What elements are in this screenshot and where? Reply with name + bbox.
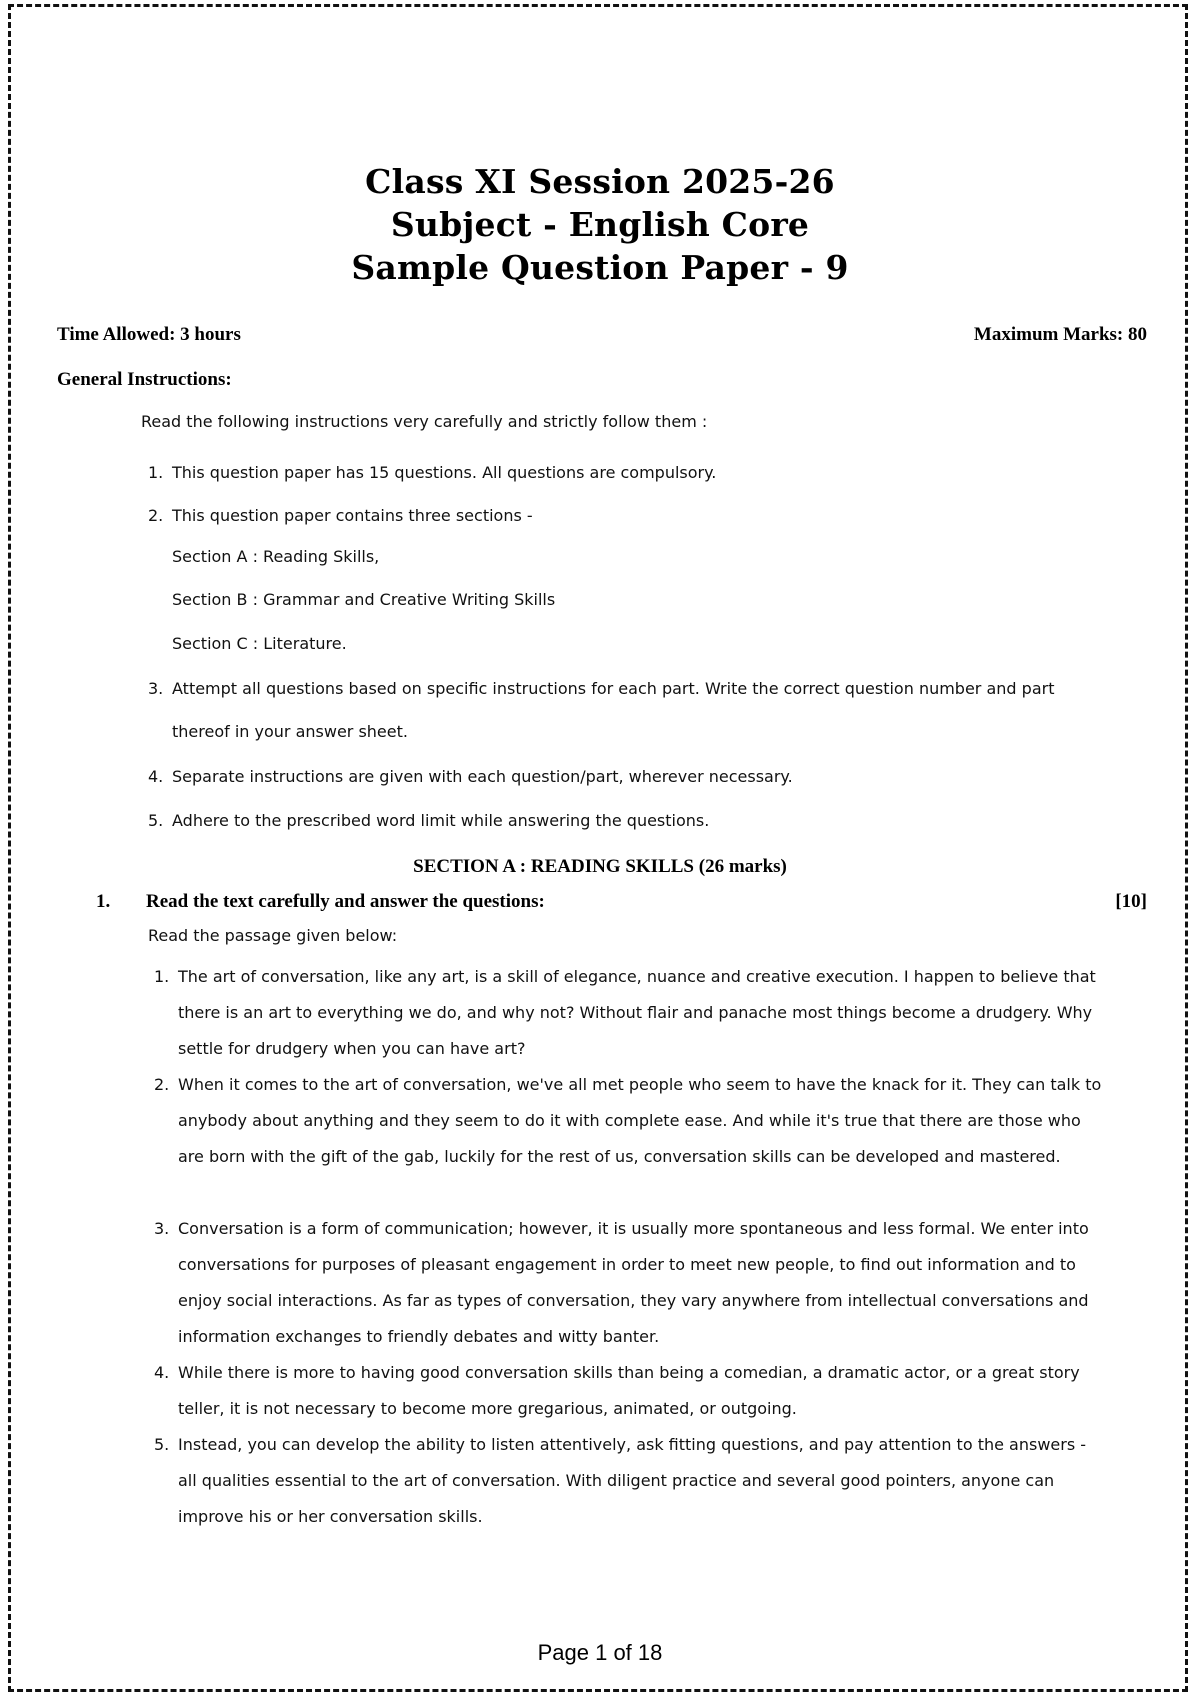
- instruction-item: 1. This question paper has 15 questions. All questions are compulsory.: [148, 463, 717, 482]
- passage-intro: Read the passage given below:: [148, 926, 398, 945]
- page-number: Page 1 of 18: [537, 1640, 663, 1665]
- passage-paragraph: 2. When it comes to the art of conversation, we've all met people who seem to have the knack for it. They can talk to anybody about anything and they seem to do it with complete ease. And while it's true that there are those who are born with the gift of the gab, luckily for the rest of us, conversation skills can be developed and mastered.: [154, 1075, 1102, 1166]
- instruction-item: 3. Attempt all questions based on specific instructions for each part. Write the correct question number and part thereof in your answer sheet.: [148, 679, 1055, 741]
- section-list-item: Section B : Grammar and Creative Writing Skills: [172, 590, 556, 609]
- question-title: Read the text carefully and answer the questions:: [146, 891, 545, 912]
- general-instructions-heading: General Instructions:: [57, 369, 232, 390]
- instruction-item: 2. This question paper contains three sections -: [148, 506, 533, 525]
- passage-paragraph: 1. The art of conversation, like any art, is a skill of elegance, nuance and creative execution. I happen to believe that there is an art to everything we do, and why not? Without flair and panache most things become a drudgery. Why settle for drudgery when you can have art?: [154, 967, 1096, 1058]
- instructions-intro: Read the following instructions very carefully and strictly follow them :: [141, 412, 708, 431]
- time-allowed: Time Allowed: 3 hours: [57, 324, 241, 345]
- title-session: Class XI Session 2025-26: [365, 162, 835, 201]
- question-number: 1.: [96, 891, 111, 912]
- meta-row: [57, 324, 1147, 346]
- section-a-heading: SECTION A : READING SKILLS (26 marks): [413, 856, 787, 877]
- title-paper: Sample Question Paper - 9: [351, 248, 849, 287]
- passage-paragraph: 4. While there is more to having good conversation skills than being a comedian, a dramatic actor, or a great story teller, it is not necessary to become more gregarious, animated, or outgoing.: [154, 1363, 1080, 1418]
- question-marks: [10]: [1115, 891, 1147, 912]
- instruction-item: 5. Adhere to the prescribed word limit while answering the questions.: [148, 811, 710, 830]
- section-list-item: Section C : Literature.: [172, 634, 347, 653]
- question-1-row: [96, 891, 1147, 913]
- instruction-item: 4. Separate instructions are given with each question/part, wherever necessary.: [148, 767, 793, 786]
- title-subject: Subject - English Core: [390, 205, 810, 244]
- passage-paragraph: 5. Instead, you can develop the ability to listen attentively, ask fitting questions, and pay attention to the answers - all qualities essential to the art of conversation. With diligent practice and several good pointers, anyone can improve his or her conversation skills.: [154, 1435, 1087, 1526]
- maximum-marks: Maximum Marks: 80: [973, 324, 1147, 345]
- section-list-item: Section A : Reading Skills,: [172, 547, 380, 566]
- passage-paragraph: 3. Conversation is a form of communication; however, it is usually more spontaneous and less formal. We enter into conversations for purposes of pleasant engagement in order to meet new people, to find out information and to enjoy social interactions. As far as types of conversation, they vary anywhere from intellectual conversations and information exchanges to friendly debates and witty banter.: [154, 1219, 1089, 1346]
- paper-title: [0, 160, 1200, 289]
